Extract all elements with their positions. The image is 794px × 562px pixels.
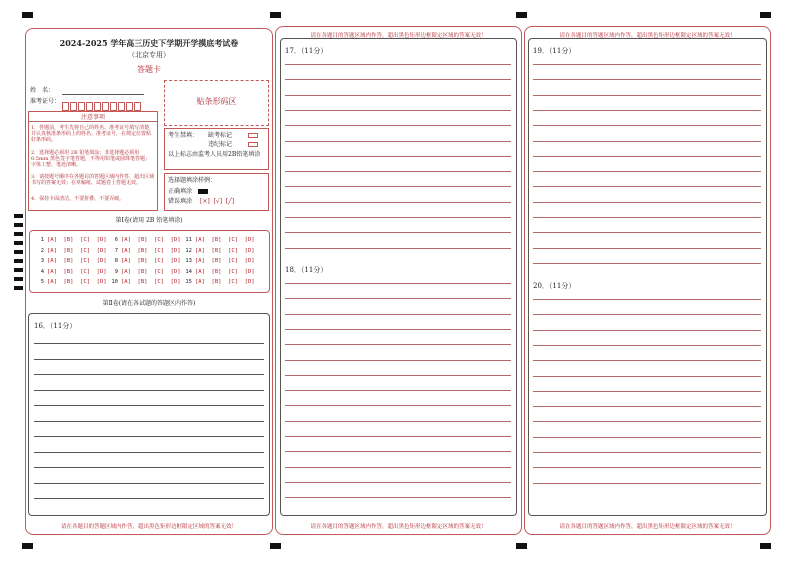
out-of-bounds-warning: 请在各题目的答题区域内作答，超出黑色矩形边框限定区域的答案无效！ — [310, 33, 487, 39]
alignment-mark — [516, 12, 527, 18]
choice-number: 1 — [40, 237, 44, 243]
answer-line[interactable] — [533, 141, 761, 142]
answer-line[interactable] — [533, 186, 761, 187]
alignment-mark — [270, 12, 281, 18]
choice-number: 6 — [114, 237, 118, 243]
choice-question-11[interactable] — [182, 237, 255, 243]
answer-line[interactable] — [533, 248, 761, 249]
q17-title: 17．（11分） — [285, 47, 328, 55]
answer-line[interactable] — [34, 436, 264, 437]
answer-line[interactable] — [533, 345, 761, 346]
answer-line[interactable] — [285, 156, 511, 157]
choice-number: 3 — [40, 258, 44, 264]
q19-title: 19．（11分） — [533, 47, 576, 55]
choice-question-2[interactable] — [34, 248, 107, 254]
choice-question-1[interactable] — [34, 237, 107, 243]
answer-line[interactable] — [285, 360, 511, 361]
answer-card-label: 答题卡 — [137, 65, 161, 74]
answer-line[interactable] — [533, 79, 761, 80]
answer-line[interactable] — [285, 467, 511, 468]
answer-line[interactable] — [533, 263, 761, 264]
section-1-title: 第Ⅰ卷(请用 2B 铅笔填涂) — [115, 217, 183, 224]
exam-title: 2024-2025 学年高三历史下学期开学摸底考试卷 — [59, 38, 239, 48]
absent-mark-box[interactable] — [248, 133, 258, 138]
wrong-fill-samples: [×] [√] [╱] — [200, 198, 235, 205]
choice-number: 7 — [114, 247, 118, 254]
answer-line[interactable] — [533, 483, 761, 484]
answer-line[interactable] — [533, 406, 761, 407]
answer-line[interactable] — [285, 171, 511, 172]
answer-line[interactable] — [34, 390, 264, 391]
choice-question-8[interactable] — [108, 258, 181, 264]
choice-number: 4 — [40, 268, 44, 275]
answer-line[interactable] — [533, 299, 761, 300]
choice-number: 11 — [185, 237, 192, 243]
answer-line[interactable] — [285, 497, 511, 498]
out-of-bounds-warning: 请在各题目的答题区域内作答，超出黑色矩形边框限定区域的答案无效！ — [559, 524, 736, 530]
answer-line[interactable] — [285, 390, 511, 391]
answer-line[interactable] — [533, 125, 761, 126]
note-item: 3．请按题号顺序在各题目的答题区域内作答，超出区域书写的答案无效；在草稿纸、试题卷上答题无效。 — [31, 174, 155, 186]
answer-line[interactable] — [533, 64, 761, 65]
invigilator-note: 以上标志由监考人员用2B铅笔填涂 — [168, 151, 261, 158]
answer-line[interactable] — [34, 467, 264, 468]
answer-line[interactable] — [533, 314, 761, 315]
q16-title: 16．（11分） — [34, 322, 77, 330]
answer-line[interactable] — [533, 360, 761, 361]
note-item: 4．保持卡面清洁，不要折叠、不要弄破。 — [31, 196, 125, 202]
answer-line[interactable] — [285, 110, 511, 111]
answer-line[interactable] — [533, 452, 761, 453]
out-of-bounds-warning: 请在各题目的答题区域内作答，超出黑色矩形边框限定区域的答案无效！ — [310, 524, 487, 530]
q18-title: 18．（11分） — [285, 266, 328, 274]
alignment-mark — [760, 543, 771, 549]
answer-line[interactable] — [285, 436, 511, 437]
alignment-mark — [760, 12, 771, 18]
choice-options[interactable]: [A] [B] [C] [D] — [47, 237, 107, 243]
violation-mark-label: 违纪标记 — [208, 141, 233, 148]
choice-options[interactable]: [A] [B] [C] [D] — [121, 237, 181, 243]
choice-question-4[interactable] — [34, 269, 107, 275]
choice-number: 2 — [40, 247, 44, 254]
answer-line[interactable] — [533, 467, 761, 468]
notes-divider — [28, 121, 158, 122]
answer-line[interactable] — [34, 483, 264, 484]
wrong-fill-label: 错误填涂 — [168, 198, 193, 205]
out-of-bounds-warning: 请在各题目的答题区域内作答，超出黑色矩形边框限定区域的答案无效！ — [559, 33, 736, 39]
answer-line[interactable] — [34, 405, 264, 406]
answer-line[interactable] — [285, 141, 511, 142]
answer-line[interactable] — [285, 64, 511, 65]
answer-line[interactable] — [285, 186, 511, 187]
answer-line[interactable] — [285, 125, 511, 126]
out-of-bounds-warning: 请在各题目的答题区域内作答，超出黑色矩形边框限定区域的答案无效！ — [60, 524, 237, 530]
answer-line[interactable] — [285, 329, 511, 330]
note-item: 2．选择题必须用 2B 铅笔填涂；非选择题必须用 0.5mm 黑色签字笔答题，不得用铅笔或圆珠笔答题；字体工整、笔迹清晰。 — [31, 150, 151, 168]
answer-line[interactable] — [285, 298, 511, 299]
answer-line[interactable] — [533, 171, 761, 172]
choice-question-15[interactable] — [182, 279, 255, 285]
notes-title: 注意事项 — [80, 114, 105, 121]
choice-question-14[interactable] — [182, 269, 255, 275]
answer-line[interactable] — [533, 232, 761, 233]
answer-line[interactable] — [285, 95, 511, 96]
answer-line[interactable] — [533, 156, 761, 157]
note-item: 1．答题前，考生先将自己的姓名、准考证号填写清楚，并认真核准条形码上的姓名、准考证号，在规定位置贴好条形码。 — [31, 125, 155, 143]
correct-fill-sample — [198, 189, 208, 194]
choice-options[interactable]: [A] [B] [C] [D] — [47, 268, 107, 275]
choice-question-7[interactable] — [108, 248, 181, 254]
answer-line[interactable] — [285, 248, 511, 249]
choice-options[interactable]: [A] [B] [C] [D] — [195, 237, 255, 243]
choice-number: 5 — [40, 279, 44, 285]
answer-line[interactable] — [533, 391, 761, 392]
alignment-mark — [516, 543, 527, 549]
answer-line[interactable] — [34, 452, 264, 453]
answer-line[interactable] — [533, 421, 761, 422]
answer-line[interactable] — [285, 482, 511, 483]
violation-mark-box[interactable] — [248, 142, 258, 147]
alignment-mark — [270, 543, 281, 549]
answer-line[interactable] — [533, 437, 761, 438]
answer-line[interactable] — [533, 217, 761, 218]
choice-options[interactable]: [A] [B] [C] [D] — [195, 247, 255, 254]
name-field[interactable] — [62, 94, 144, 95]
answer-line[interactable] — [285, 79, 511, 80]
answer-line[interactable] — [533, 376, 761, 377]
choice-question-6[interactable] — [108, 237, 181, 243]
choice-question-9[interactable] — [108, 269, 181, 275]
alignment-mark — [22, 12, 33, 18]
answer-line[interactable] — [285, 421, 511, 422]
answer-line[interactable] — [285, 451, 511, 452]
answer-line[interactable] — [533, 202, 761, 203]
answer-line[interactable] — [285, 232, 511, 233]
answer-line[interactable] — [285, 314, 511, 315]
choice-options[interactable]: [A] [B] [C] [D] — [121, 279, 181, 285]
choice-options[interactable]: [A] [B] [C] [D] — [47, 279, 107, 285]
answer-line[interactable] — [285, 405, 511, 406]
answer-line[interactable] — [533, 110, 761, 111]
choice-number: 12 — [185, 247, 192, 254]
choice-options[interactable]: [A] [B] [C] [D] — [195, 279, 255, 285]
fill-example-title: 选择题填涂样例： — [168, 177, 217, 184]
choice-question-12[interactable] — [182, 248, 255, 254]
name-label: 姓 名： — [30, 87, 55, 94]
answer-line[interactable] — [533, 330, 761, 331]
choice-options[interactable]: [A] [B] [C] [D] — [121, 247, 181, 254]
answer-line[interactable] — [34, 359, 264, 360]
q20-title: 20．（11分） — [533, 282, 576, 290]
choice-options[interactable]: [A] [B] [C] [D] — [47, 247, 107, 254]
section-2-title: 第Ⅱ卷(请在各试题的答题区内作答) — [102, 300, 196, 307]
choice-options[interactable]: [A] [B] [C] [D] — [47, 258, 107, 264]
answer-line[interactable] — [34, 374, 264, 375]
answer-line[interactable] — [533, 95, 761, 96]
invigilator-label: 考生禁填： — [168, 132, 199, 139]
alignment-mark — [22, 543, 33, 549]
choice-options[interactable]: [A] [B] [C] [D] — [121, 258, 181, 264]
absent-mark-label: 缺考标记 — [208, 132, 233, 139]
choice-question-5[interactable] — [34, 279, 107, 285]
answer-line[interactable] — [285, 202, 511, 203]
choice-options[interactable]: [A] [B] [C] [D] — [121, 268, 181, 275]
choice-question-13[interactable] — [182, 258, 255, 264]
choice-number: 14 — [185, 268, 192, 275]
answer-line[interactable] — [34, 421, 264, 422]
answer-line[interactable] — [34, 498, 264, 499]
correct-fill-label: 正确填涂 — [168, 188, 193, 195]
barcode-label: 贴条形码区 — [196, 97, 237, 106]
choice-number: 8 — [114, 258, 118, 264]
exam-id-label: 准考证号： — [30, 98, 61, 105]
answer-line[interactable] — [285, 283, 511, 284]
answer-line[interactable] — [285, 375, 511, 376]
choice-options[interactable]: [A] [B] [C] [D] — [195, 268, 255, 275]
answer-line[interactable] — [285, 217, 511, 218]
choice-question-3[interactable] — [34, 258, 107, 264]
choice-number: 13 — [185, 258, 192, 264]
choice-question-10[interactable] — [108, 279, 181, 285]
choice-number: 9 — [114, 268, 118, 275]
answer-line[interactable] — [285, 344, 511, 345]
exam-subtitle: （北京专用） — [128, 51, 170, 59]
answer-line[interactable] — [34, 343, 264, 344]
choice-number: 10 — [111, 279, 118, 285]
choice-number: 15 — [185, 279, 192, 285]
choice-options[interactable]: [A] [B] [C] [D] — [195, 258, 255, 264]
